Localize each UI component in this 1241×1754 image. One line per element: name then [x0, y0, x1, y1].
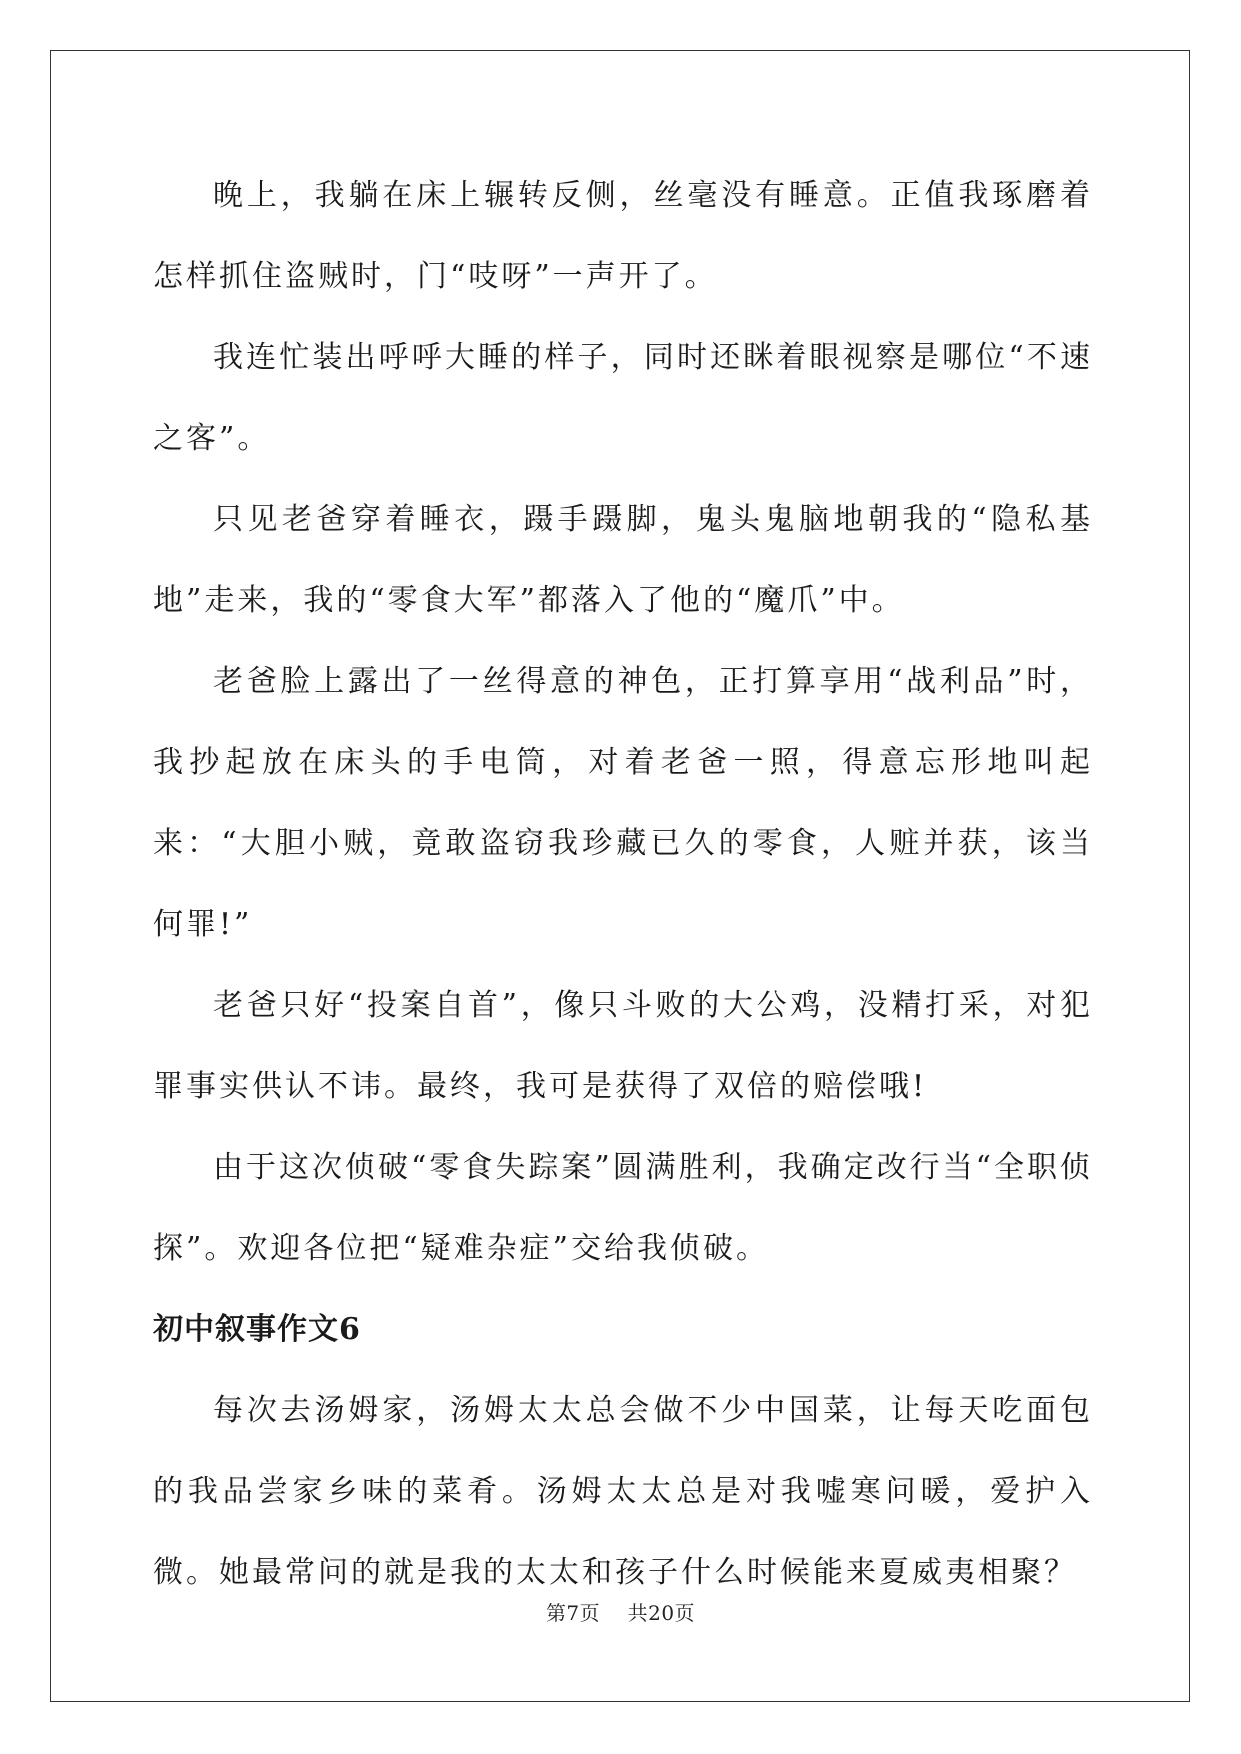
page-footer — [0, 1597, 1241, 1626]
footer-gap — [600, 1601, 627, 1625]
paragraph: 由于这次侦破“零食失踪案”圆满胜利，我确定改行当“全职侦探”。欢迎各位把“疑难杂症”交给我侦破。 — [153, 1150, 1094, 1266]
paragraph: 老爸脸上露出了一丝得意的神色，正打算享用“战利品”时，我抄起放在床头的手电筒，对着老爸一照，得意忘形地叫起来：“大胆小贼，竟敢盗窃我珍藏已久的零食，人赃并获，该当何罪!” — [153, 664, 1093, 942]
document-body — [153, 155, 1093, 1613]
section-heading: 初中叙事作文6 — [153, 1312, 361, 1347]
paragraph: 晚上，我躺在床上辗转反侧，丝毫没有睡意。正值我琢磨着怎样抓住盗贼时，门“吱呀”一声开了。 — [153, 178, 1093, 294]
paragraph: 老爸只好“投案自首”，像只斗败的大公鸡，没精打采，对犯罪事实供认不讳。最终，我可是获得了双倍的赔偿哦! — [153, 988, 1093, 1104]
paragraph: 每次去汤姆家，汤姆太太总会做不少中国菜，让每天吃面包的我品尝家乡味的菜肴。汤姆太太总是对我嘘寒问暖，爱护入微。她最常问的就是我的太太和孩子什么时候能来夏威夷相聚？ — [153, 1393, 1093, 1590]
page-number: 第7页 — [545, 1601, 601, 1625]
paragraph: 只见老爸穿着睡衣，蹑手蹑脚，鬼头鬼脑地朝我的“隐私基地”走来，我的“零食大军”都落入了他的“魔爪”中。 — [153, 502, 1093, 618]
paragraph: 我连忙装出呼呼大睡的样子，同时还眯着眼视察是哪位“不速之客”。 — [153, 340, 1093, 456]
page-total: 共20页 — [627, 1601, 696, 1625]
